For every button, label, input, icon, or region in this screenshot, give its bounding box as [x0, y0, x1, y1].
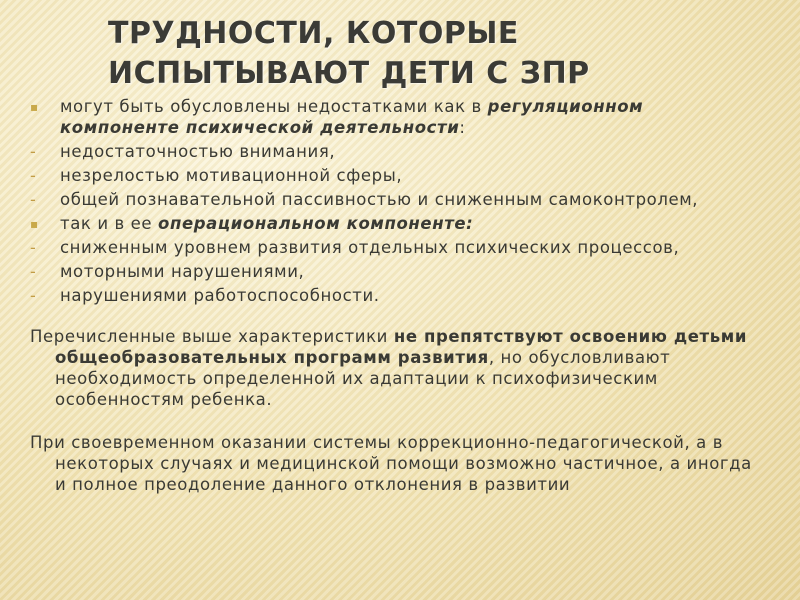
- bullet-list: [30, 96, 760, 306]
- emphasis-text: операциональном компоненте:: [158, 214, 474, 233]
- paragraph: [30, 326, 760, 410]
- list-item: [30, 165, 760, 186]
- dash-icon: -: [30, 166, 37, 185]
- list-item: [30, 189, 760, 210]
- list-item: [30, 261, 760, 282]
- text-run: общей познавательной пассивностью и сниженным самоконтролем,: [60, 190, 699, 209]
- text-run: :: [459, 118, 466, 137]
- list-item: [30, 213, 760, 234]
- text-run: Перечисленные выше характеристики: [30, 327, 394, 346]
- text-run: незрелостью мотивационной сферы,: [60, 166, 403, 185]
- dash-icon: -: [30, 286, 37, 305]
- bullet-icon: ▪: [30, 100, 39, 114]
- bullet-icon: ▪: [30, 217, 39, 231]
- list-item: [30, 285, 760, 306]
- dash-icon: -: [30, 238, 37, 257]
- list-item: [30, 237, 760, 258]
- slide-title: ТРУДНОСТИ, КОТОРЫЕ ИСПЫТЫВАЮТ ДЕТИ С ЗПР: [108, 16, 590, 91]
- text-run: так и в ее: [60, 214, 159, 233]
- text-run: недостаточностью внимания,: [60, 142, 336, 161]
- emphasis-text: регуляционном компоненте психической деятельности: [60, 97, 644, 137]
- dash-icon: -: [30, 262, 37, 281]
- slide-content: [30, 96, 760, 495]
- text-run: При своевременном оказании системы коррекционно-педагогической, а в некоторых случаях и медицинской помощи возможно частичное, а иногда и полное преодоление данного отклонения в развитии: [30, 433, 752, 494]
- paragraphs: [30, 326, 760, 495]
- text-run: могут быть обусловлены недостатками как в: [60, 97, 488, 116]
- list-item: [30, 96, 760, 138]
- paragraph: [30, 432, 760, 495]
- dash-icon: -: [30, 142, 37, 161]
- text-run: , но обусловливают необходимость определенной их адаптации к психофизическим особенностям ребенка.: [55, 348, 671, 409]
- text-run: моторными нарушениями,: [60, 262, 305, 281]
- emphasis-text: не препятствуют освоению детьми общеобразовательных программ развития: [55, 327, 747, 367]
- text-run: сниженным уровнем развития отдельных психических процессов,: [60, 238, 680, 257]
- dash-icon: -: [30, 190, 37, 209]
- list-item: [30, 141, 760, 162]
- text-run: нарушениями работоспособности.: [60, 286, 380, 305]
